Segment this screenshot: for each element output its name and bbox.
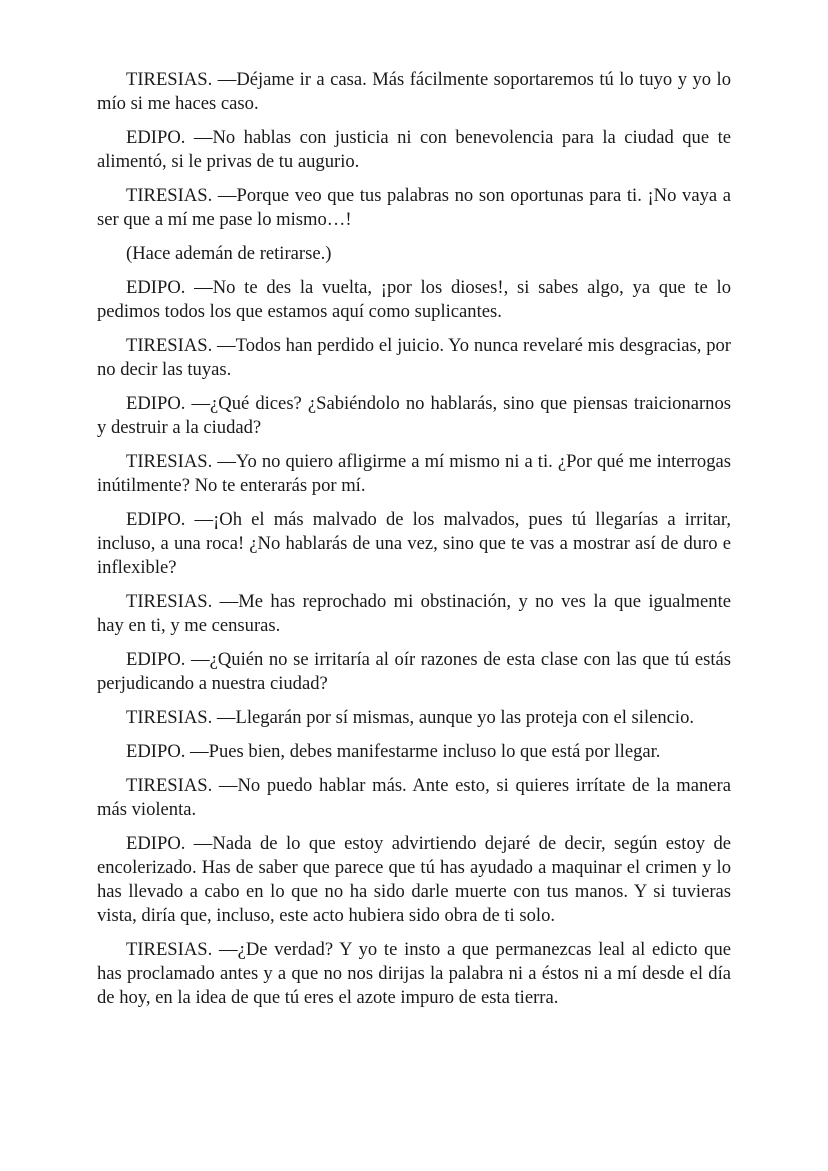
paragraph: TIRESIAS. —Déjame ir a casa. Más fácilmente soportaremos tú lo tuyo y yo lo mío si me haces caso.	[97, 69, 731, 114]
paragraph: EDIPO. —Pues bien, debes manifestarme incluso lo que está por llegar.	[126, 741, 661, 762]
paragraph: TIRESIAS. —Yo no quiero afligirme a mí mismo ni a ti. ¿Por qué me interrogas inútilmente? No te enterarás por mí.	[97, 451, 731, 496]
stage-direction: (Hace ademán de retirarse.)	[126, 243, 332, 264]
paragraph: TIRESIAS. —Llegarán por sí mismas, aunque yo las proteja con el silencio.	[126, 707, 695, 728]
paragraph: TIRESIAS. —¿De verdad? Y yo te insto a que permanezcas leal al edicto que has proclamado antes y a que no nos dirijas la palabra ni a éstos ni a mí desde el día de hoy, en la idea de que tú eres el azote impuro de esta tierra.	[97, 939, 731, 1008]
paragraph: EDIPO. —No te des la vuelta, ¡por los dioses!, si sabes algo, ya que te lo pedimos todos los que estamos aquí como suplicantes.	[97, 277, 731, 322]
paragraph: EDIPO. —No hablas con justicia ni con benevolencia para la ciudad que te alimentó, si le privas de tu augurio.	[97, 127, 731, 172]
paragraph: TIRESIAS. —Me has reprochado mi obstinación, y no ves la que igualmente hay en ti, y me censuras.	[97, 591, 731, 636]
paragraph: EDIPO. —Nada de lo que estoy advirtiendo dejaré de decir, según estoy de encolerizado. Has de saber que parece que tú has ayudado a maquinar el crimen y lo has llevado a cabo en lo que no ha sido darle muerte con tus manos. Y si tuvieras vista, diría que, incluso, este acto hubiera sido obra de ti solo.	[97, 833, 731, 926]
paragraph: TIRESIAS. —No puedo hablar más. Ante esto, si quieres irrítate de la manera más violenta.	[97, 775, 731, 820]
paragraph: TIRESIAS. —Porque veo que tus palabras no son oportunas para ti. ¡No vaya a ser que a mí me pase lo mismo…!	[97, 185, 731, 230]
paragraph: EDIPO. —¿Quién no se irritaría al oír razones de esta clase con las que tú estás perjudicando a nuestra ciudad?	[97, 649, 731, 694]
paragraph: TIRESIAS. —Todos han perdido el juicio. Yo nunca revelaré mis desgracias, por no decir las tuyas.	[97, 335, 731, 380]
document-page	[97, 68, 731, 1020]
paragraph: EDIPO. —¡Oh el más malvado de los malvados, pues tú llegarías a irritar, incluso, a una roca! ¿No hablarás de una vez, sino que te vas a mostrar así de duro e inflexible?	[97, 509, 731, 578]
paragraph: EDIPO. —¿Qué dices? ¿Sabiéndolo no hablarás, sino que piensas traicionarnos y destruir a la ciudad?	[97, 393, 731, 438]
